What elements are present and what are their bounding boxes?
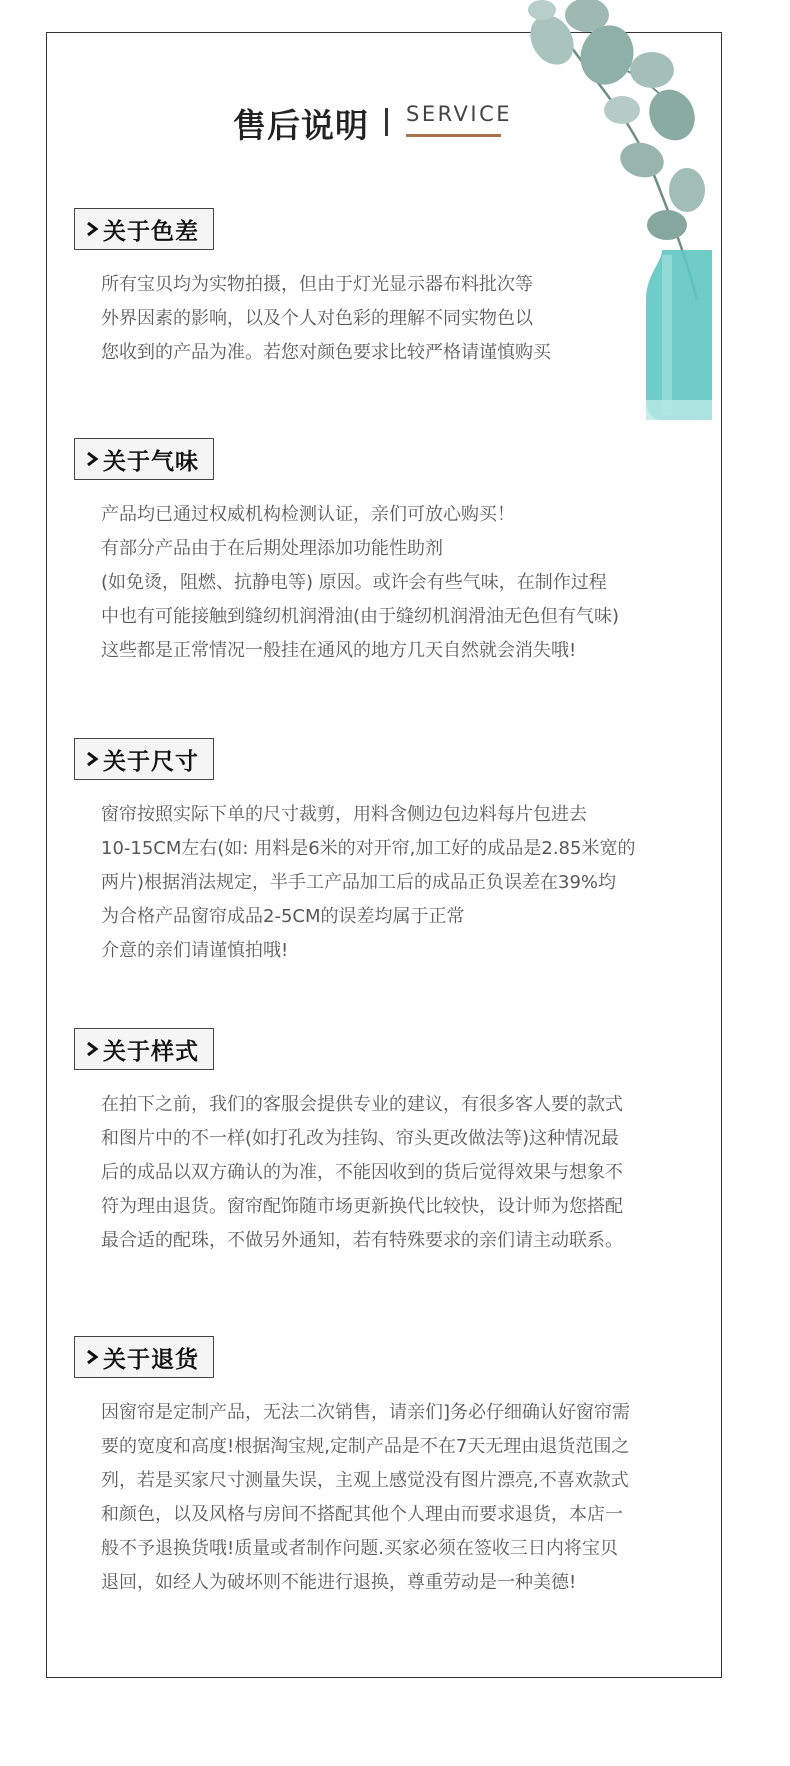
chevron-right-icon	[85, 222, 99, 236]
page-subtitle: SERVICE	[406, 102, 513, 126]
body-line: 介意的亲们请谨慎拍哦!	[101, 940, 289, 961]
section-label-text: 关于退货	[103, 1346, 199, 1373]
chevron-right-icon	[85, 452, 99, 466]
section-body	[101, 498, 619, 668]
body-line: 您收到的产品为准。若您对颜色要求比较严格请谨慎购买	[101, 342, 551, 363]
chevron-right-icon	[85, 752, 99, 766]
body-line: 这些都是正常情况一般挂在通风的地方几天自然就会消失哦!	[101, 640, 577, 661]
body-line: 因窗帘是定制产品，无法二次销售，请亲们]务必仔细确认好窗帘需	[101, 1402, 631, 1423]
body-line: 退回，如经人为破坏则不能进行退换，尊重劳动是一种美德!	[101, 1572, 577, 1593]
section-body	[101, 1396, 630, 1600]
section-label-text: 关于色差	[103, 218, 199, 245]
page-header	[0, 96, 790, 146]
body-line: 所有宝贝均为实物拍摄，但由于灯光显示器布料批次等	[101, 274, 533, 295]
body-line: 外界因素的影响，以及个人对色彩的理解不同实物色以	[101, 308, 533, 329]
section-body	[101, 798, 635, 968]
section-label-text: 关于样式	[103, 1038, 199, 1065]
body-line: 有部分产品由于在后期处理添加功能性助剂	[101, 538, 443, 559]
section-label-text: 关于尺寸	[103, 748, 199, 775]
section-body	[101, 1088, 623, 1258]
body-line: 列，若是买家尺寸测量失误，主观上感觉没有图片漂亮,不喜欢款式	[101, 1470, 629, 1491]
section-label-text: 关于气味	[103, 448, 199, 475]
body-line: 10-15CM左右(如: 用料是6米的对开帘,加工好的成品是2.85米宽的	[101, 838, 636, 859]
body-line: 后的成品以双方确认的为准，不能因收到的货后觉得效果与想象不	[101, 1162, 623, 1183]
body-line: 产品均已通过权威机构检测认证，亲们可放心购买！	[101, 504, 515, 525]
section-label	[74, 1028, 214, 1070]
page-title: 售后说明	[233, 106, 369, 145]
chevron-right-icon	[85, 1042, 99, 1056]
body-line: 两片)根据消法规定，半手工产品加工后的成品正负误差在39%均	[101, 872, 617, 893]
body-line: 中也有可能接触到缝纫机润滑油(由于缝纫机润滑油无色但有气味)	[101, 606, 620, 627]
subtitle-underline	[406, 134, 501, 137]
body-line: 为合格产品窗帘成品2-5CM的误差均属于正常	[101, 906, 465, 927]
body-line: 和图片中的不一样(如打孔改为挂钩、帘头更改做法等)这种情况最	[101, 1128, 620, 1149]
section-label	[74, 738, 214, 780]
section-label	[74, 438, 214, 480]
body-line: 符为理由退货。窗帘配饰随市场更新换代比较快，设计师为您搭配	[101, 1196, 623, 1217]
section-label	[74, 1336, 214, 1378]
chevron-right-icon	[85, 1350, 99, 1364]
body-line: 要的宽度和高度!根据淘宝规,定制产品是不在7天无理由退货范围之	[101, 1436, 630, 1457]
body-line: 和颜色，以及风格与房间不搭配其他个人理由而要求退货，本店一	[101, 1504, 623, 1525]
body-line: 最合适的配珠，不做另外通知，若有特殊要求的亲们请主动联系。	[101, 1230, 623, 1251]
body-line: 在拍下之前，我们的客服会提供专业的建议，有很多客人要的款式	[101, 1094, 623, 1115]
body-line: 窗帘按照实际下单的尺寸裁剪，用料含侧边包边料每片包进去	[101, 804, 587, 825]
section-label	[74, 208, 214, 250]
body-line: 般不予退换货哦!质量或者制作问题.买家必须在签收三日内将宝贝	[101, 1538, 618, 1559]
title-divider	[385, 108, 388, 136]
section-body	[101, 268, 551, 370]
body-line: (如免烫，阻燃、抗静电等) 原因。或许会有些气味，在制作过程	[101, 572, 607, 593]
